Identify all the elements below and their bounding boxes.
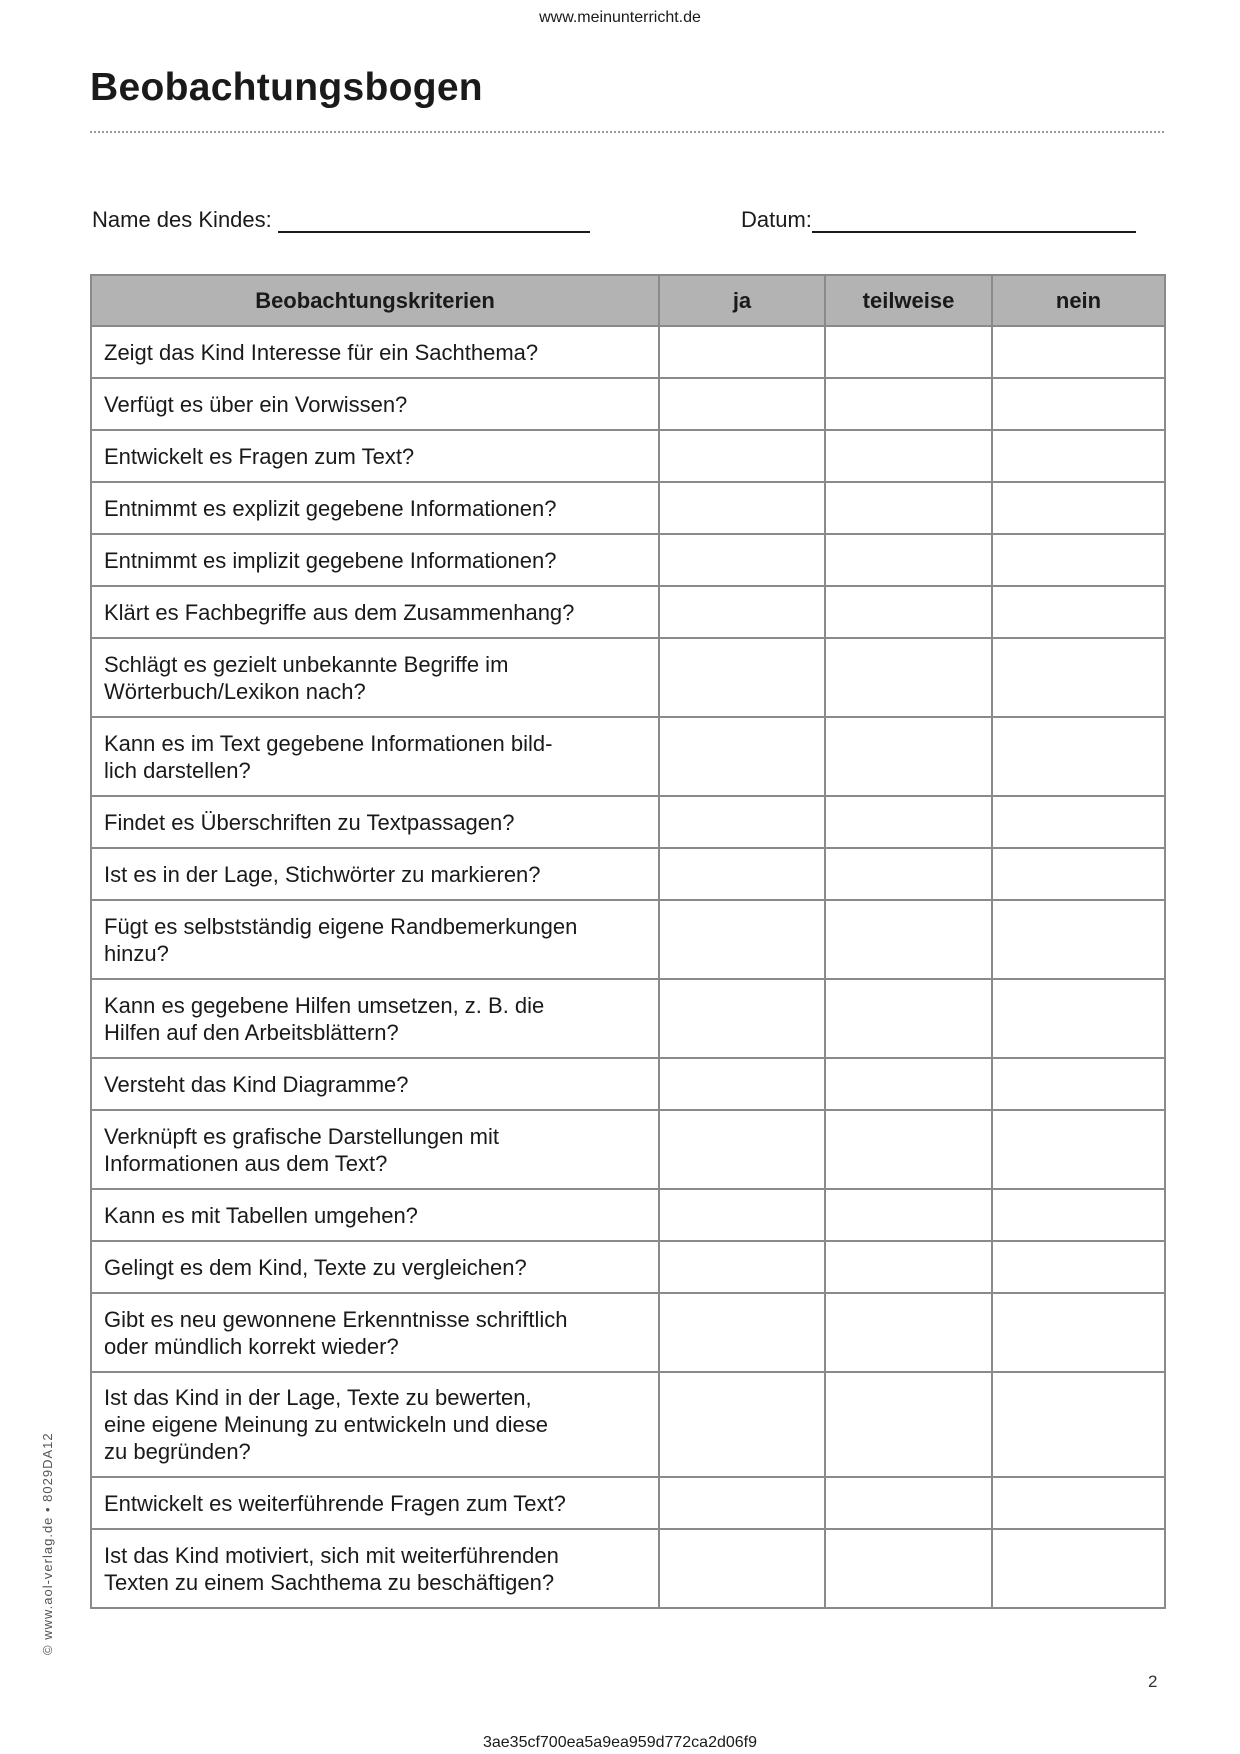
criterion-text: Ist das Kind motiviert, sich mit weiterführenden xyxy=(104,1542,559,1568)
criterion-cell xyxy=(91,1058,659,1110)
answer-cell-ja[interactable] xyxy=(659,1189,825,1241)
answer-cell-nein[interactable] xyxy=(992,1529,1165,1608)
date-line[interactable] xyxy=(812,209,1136,233)
table-row xyxy=(91,482,1165,534)
criterion-text: oder mündlich korrekt wieder? xyxy=(104,1333,399,1359)
criterion-text: eine eigene Meinung zu entwickeln und diese xyxy=(104,1412,548,1437)
criterion-text: Zeigt das Kind Interesse für ein Sachthema? xyxy=(104,339,539,365)
answer-cell-nein[interactable] xyxy=(992,638,1165,717)
criterion-text: Entnimmt es explizit gegebene Informationen? xyxy=(104,495,557,521)
criterion-text: Informationen aus dem Text? xyxy=(104,1150,388,1176)
date-label: Datum: xyxy=(741,207,812,232)
table-row xyxy=(91,900,1165,979)
child-name-label: Name des Kindes: xyxy=(92,207,272,232)
criterion-text: Gelingt es dem Kind, Texte zu vergleichen? xyxy=(104,1254,527,1280)
answer-cell-teilweise[interactable] xyxy=(825,1189,992,1241)
criterion-cell xyxy=(91,1189,659,1241)
footer-hash: 3ae35cf700ea5a9ea959d772ca2d06f9 xyxy=(482,1734,758,1751)
table-row xyxy=(91,586,1165,638)
answer-cell-ja[interactable] xyxy=(659,1241,825,1293)
answer-cell-teilweise[interactable] xyxy=(825,1110,992,1189)
copyright-note: © www.aol-verlag.de • 8029DA12 xyxy=(40,1432,55,1655)
table-row xyxy=(91,796,1165,848)
answer-cell-nein[interactable] xyxy=(992,848,1165,900)
answer-cell-teilweise[interactable] xyxy=(825,1477,992,1529)
answer-cell-nein[interactable] xyxy=(992,1477,1165,1529)
page-number: 2 xyxy=(1148,1672,1158,1691)
criterion-text: Ist es in der Lage, Stichwörter zu markieren? xyxy=(104,861,541,887)
answer-cell-nein[interactable] xyxy=(992,1241,1165,1293)
answer-cell-teilweise[interactable] xyxy=(825,796,992,848)
answer-cell-nein[interactable] xyxy=(992,1058,1165,1110)
answer-cell-teilweise[interactable] xyxy=(825,717,992,796)
answer-cell-ja[interactable] xyxy=(659,717,825,796)
table-row xyxy=(91,326,1165,378)
criterion-cell xyxy=(91,979,659,1058)
criterion-cell xyxy=(91,534,659,586)
answer-cell-ja[interactable] xyxy=(659,1529,825,1608)
criterion-cell xyxy=(91,1293,659,1372)
answer-cell-teilweise[interactable] xyxy=(825,1058,992,1110)
criterion-text: lich darstellen? xyxy=(104,757,251,783)
header-url: www.meinunterricht.de xyxy=(539,9,701,26)
answer-cell-teilweise[interactable] xyxy=(825,900,992,979)
criterion-text: Entwickelt es Fragen zum Text? xyxy=(104,443,415,469)
answer-cell-teilweise[interactable] xyxy=(825,326,992,378)
answer-cell-nein[interactable] xyxy=(992,378,1165,430)
table-row xyxy=(91,1529,1165,1608)
criterion-cell xyxy=(91,1241,659,1293)
criterion-cell xyxy=(91,1110,659,1189)
answer-cell-ja[interactable] xyxy=(659,1372,825,1477)
criterion-text: zu begründen? xyxy=(104,1439,251,1464)
answer-cell-ja[interactable] xyxy=(659,534,825,586)
criterion-text: hinzu? xyxy=(104,940,169,966)
answer-cell-ja[interactable] xyxy=(659,378,825,430)
answer-cell-nein[interactable] xyxy=(992,430,1165,482)
criterion-cell xyxy=(91,796,659,848)
answer-cell-ja[interactable] xyxy=(659,796,825,848)
answer-cell-nein[interactable] xyxy=(992,326,1165,378)
table-row xyxy=(91,638,1165,717)
answer-cell-nein[interactable] xyxy=(992,979,1165,1058)
table-row xyxy=(91,1189,1165,1241)
criterion-cell xyxy=(91,638,659,717)
dotted-divider xyxy=(90,131,1164,133)
criterion-text: Kann es mit Tabellen umgehen? xyxy=(104,1202,418,1228)
criterion-cell xyxy=(91,717,659,796)
table-row xyxy=(91,534,1165,586)
table-row xyxy=(91,1058,1165,1110)
criterion-text: Texten zu einem Sachthema zu beschäftigen? xyxy=(104,1569,555,1595)
answer-cell-teilweise[interactable] xyxy=(825,848,992,900)
answer-cell-teilweise[interactable] xyxy=(825,1529,992,1608)
answer-cell-ja[interactable] xyxy=(659,430,825,482)
table-row xyxy=(91,717,1165,796)
header-ja: ja xyxy=(659,275,825,326)
answer-cell-nein[interactable] xyxy=(992,900,1165,979)
answer-cell-ja[interactable] xyxy=(659,1477,825,1529)
answer-cell-ja[interactable] xyxy=(659,482,825,534)
criterion-cell xyxy=(91,1477,659,1529)
criterion-cell xyxy=(91,482,659,534)
child-name-field[interactable] xyxy=(92,207,590,233)
criterion-text: Gibt es neu gewonnene Erkenntnisse schriftlich xyxy=(104,1306,568,1332)
answer-cell-ja[interactable] xyxy=(659,638,825,717)
criterion-text: Hilfen auf den Arbeitsblättern? xyxy=(104,1019,399,1045)
answer-cell-nein[interactable] xyxy=(992,1110,1165,1189)
answer-cell-ja[interactable] xyxy=(659,1293,825,1372)
answer-cell-teilweise[interactable] xyxy=(825,378,992,430)
criterion-text: Verknüpft es grafische Darstellungen mit xyxy=(104,1123,499,1149)
answer-cell-nein[interactable] xyxy=(992,1293,1165,1372)
header-nein: nein xyxy=(992,275,1165,326)
table-row xyxy=(91,378,1165,430)
criterion-cell xyxy=(91,900,659,979)
answer-cell-ja[interactable] xyxy=(659,979,825,1058)
answer-cell-nein[interactable] xyxy=(992,717,1165,796)
criterion-text: Findet es Überschriften zu Textpassagen? xyxy=(104,809,515,835)
observation-table xyxy=(90,274,1166,1609)
answer-cell-teilweise[interactable] xyxy=(825,1372,992,1477)
answer-cell-ja[interactable] xyxy=(659,848,825,900)
criterion-text: Verfügt es über ein Vorwissen? xyxy=(104,391,408,417)
date-field[interactable] xyxy=(741,207,1136,233)
table-row xyxy=(91,1372,1165,1477)
answer-cell-nein[interactable] xyxy=(992,1189,1165,1241)
table-row xyxy=(91,848,1165,900)
criterion-cell xyxy=(91,586,659,638)
answer-cell-ja[interactable] xyxy=(659,1110,825,1189)
criterion-text: Schlägt es gezielt unbekannte Begriffe im xyxy=(104,651,509,677)
criterion-cell xyxy=(91,1529,659,1608)
answer-cell-teilweise[interactable] xyxy=(825,638,992,717)
criterion-cell xyxy=(91,378,659,430)
table-row xyxy=(91,430,1165,482)
answer-cell-ja[interactable] xyxy=(659,586,825,638)
page-title: Beobachtungsbogen xyxy=(90,66,483,109)
table-row xyxy=(91,979,1165,1058)
child-name-line[interactable] xyxy=(278,209,590,233)
criterion-text: Klärt es Fachbegriffe aus dem Zusammenhang? xyxy=(104,599,575,625)
criterion-text: Kann es gegebene Hilfen umsetzen, z. B. die xyxy=(104,992,545,1018)
criterion-text: Kann es im Text gegebene Informationen bild- xyxy=(104,730,553,756)
answer-cell-teilweise[interactable] xyxy=(825,979,992,1058)
table-row xyxy=(91,1293,1165,1372)
criterion-text: Entnimmt es implizit gegebene Informationen? xyxy=(104,547,557,573)
answer-cell-teilweise[interactable] xyxy=(825,482,992,534)
answer-cell-teilweise[interactable] xyxy=(825,430,992,482)
answer-cell-ja[interactable] xyxy=(659,900,825,979)
answer-cell-nein[interactable] xyxy=(992,1372,1165,1477)
answer-cell-nein[interactable] xyxy=(992,796,1165,848)
header-teilweise: teilweise xyxy=(825,275,992,326)
criterion-text: Ist das Kind in der Lage, Texte zu bewerten, xyxy=(104,1385,532,1410)
answer-cell-teilweise[interactable] xyxy=(825,1241,992,1293)
criterion-text: Fügt es selbstständig eigene Randbemerkungen xyxy=(104,913,578,939)
criterion-cell xyxy=(91,1372,659,1477)
criterion-cell xyxy=(91,848,659,900)
answer-cell-teilweise[interactable] xyxy=(825,1293,992,1372)
answer-cell-nein[interactable] xyxy=(992,482,1165,534)
table-row xyxy=(91,1241,1165,1293)
answer-cell-teilweise[interactable] xyxy=(825,534,992,586)
table-row xyxy=(91,1477,1165,1529)
criterion-text: Versteht das Kind Diagramme? xyxy=(104,1071,409,1097)
header-criteria: Beobachtungskriterien xyxy=(91,275,659,326)
answer-cell-ja[interactable] xyxy=(659,326,825,378)
criterion-text: Wörterbuch/Lexikon nach? xyxy=(104,678,366,704)
criterion-cell xyxy=(91,430,659,482)
answer-cell-ja[interactable] xyxy=(659,1058,825,1110)
criterion-cell xyxy=(91,326,659,378)
answer-cell-nein[interactable] xyxy=(992,534,1165,586)
table-row xyxy=(91,1110,1165,1189)
answer-cell-nein[interactable] xyxy=(992,586,1165,638)
answer-cell-teilweise[interactable] xyxy=(825,586,992,638)
criterion-text: Entwickelt es weiterführende Fragen zum Text? xyxy=(104,1490,566,1516)
